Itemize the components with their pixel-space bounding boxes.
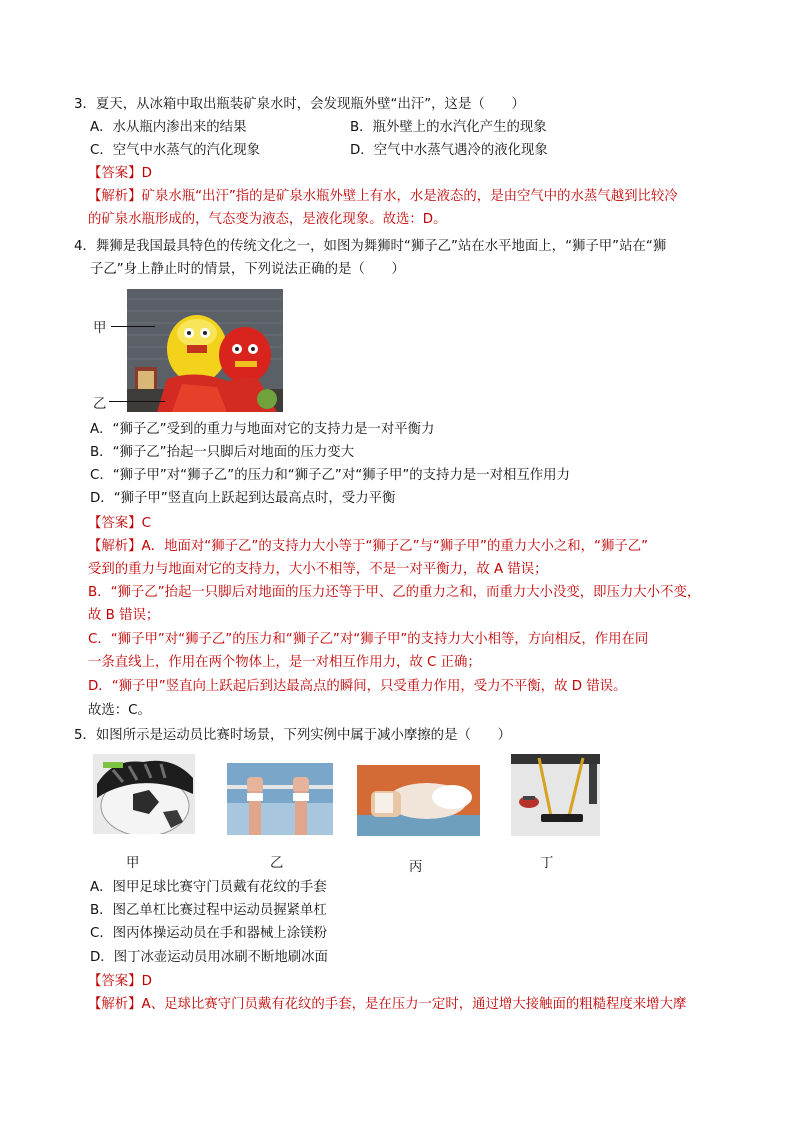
q5-option-d: D．图丁冰壶运动员用冰刷不断地刷冰面	[90, 950, 328, 965]
q5-analysis-line-1: 【解析】A、足球比赛守门员戴有花纹的手套，是在压力一定时，通过增大接触面的粗糙程度来增大摩	[88, 997, 687, 1012]
q4-answer	[88, 515, 151, 533]
caption-ding: 丁	[540, 856, 554, 871]
q4-option-b: B．“狮子乙”抬起一只脚后对地面的压力变大	[90, 445, 355, 460]
q3-analysis-line-1: 【解析】矿泉水瓶“出汗”指的是矿泉水瓶外壁上有水，水是液态的，是由空气中的水蒸气越到比较冷	[88, 189, 678, 204]
lion-dance-illustration	[127, 289, 283, 412]
q4-option-a: A．“狮子乙”受到的重力与地面对它的支持力是一对平衡力	[90, 422, 435, 437]
q4-analysis-line-6: 一条直线上，作用在两个物体上，是一对相互作用力，故 C 正确；	[88, 655, 481, 670]
q4-option-c: C．“狮子甲”对“狮子乙”的压力和“狮子乙”对“狮子甲”的支持力是一对相互作用力	[90, 468, 570, 483]
answer-value: D	[141, 166, 152, 181]
q4-option-d: D．“狮子甲”竖直向上跃起到达最高点时，受力平衡	[90, 491, 396, 506]
photo-bing-chalk-hands	[357, 765, 480, 836]
caption-jia: 甲	[126, 856, 140, 871]
q5-option-c: C．图丙体操运动员在手和器械上涂镁粉	[90, 926, 327, 941]
q4-analysis-line-2: 受到的重力与地面对它的支持力，大小不相等，不是一对平衡力，故 A 错误；	[88, 562, 548, 577]
chalk-hands-illustration	[357, 765, 480, 836]
caption-bing: 丙	[409, 860, 423, 875]
q4-analysis-line-4: 故 B 错误；	[88, 608, 160, 623]
q3-answer	[88, 165, 152, 183]
q5-option-b: B．图乙单杠比赛过程中运动员握紧单杠	[90, 903, 327, 918]
q4-stem-line-1: 4．舞狮是我国最具特色的传统文化之一，如图为舞狮时“狮子乙”站在水平地面上，“狮子甲”站在“狮	[74, 239, 667, 254]
q3-option-c: C．空气中水蒸气的汽化现象	[90, 143, 261, 158]
label-jia: 甲	[93, 321, 107, 336]
answer-value: C	[141, 516, 151, 531]
q4-stem-line-2: 子乙”身上静止时的情景，下列说法正确的是（ ）	[90, 262, 405, 277]
leader-line-yi	[109, 401, 165, 402]
photo-yi-horizontal-bar	[227, 763, 333, 835]
horizontal-bar-illustration	[227, 763, 333, 835]
q3-option-b: B．瓶外壁上的水汽化产生的现象	[350, 120, 547, 135]
q3-option-d: D．空气中水蒸气遇冷的液化现象	[350, 143, 548, 158]
leader-line-jia	[111, 326, 155, 327]
answer-label: 【答案】	[88, 516, 142, 531]
q4-analysis-line-1: 【解析】A．地面对“狮子乙”的支持力大小等于“狮子乙”与“狮子甲”的重力大小之和，“狮子乙”	[88, 539, 649, 554]
q4-analysis-line-3: B．“狮子乙”抬起一只脚后对地面的压力还等于甲、乙的重力之和，而重力大小没变，即压力大小不变，	[88, 585, 701, 600]
answer-label: 【答案】	[88, 974, 142, 989]
goalkeeper-glove-illustration	[93, 754, 195, 834]
photo-ding-curling	[511, 754, 600, 836]
caption-yi: 乙	[270, 856, 284, 871]
q3-analysis-line-2: 的矿泉水瓶形成的，气态变为液态，是液化现象。故选：D。	[88, 212, 447, 227]
q4-conclusion: 故选：C。	[88, 703, 151, 718]
q5-stem: 5．如图所示是运动员比赛时场景，下列实例中属于减小摩擦的是（ ）	[74, 728, 512, 743]
label-yi: 乙	[93, 397, 107, 412]
q5-answer	[88, 973, 152, 991]
q5-option-a: A．图甲足球比赛守门员戴有花纹的手套	[90, 880, 327, 895]
curling-illustration	[511, 754, 600, 836]
q4-analysis-line-5: C．“狮子甲”对“狮子乙”的压力和“狮子乙”对“狮子甲”的支持力大小相等，方向相反，作用在同	[88, 632, 649, 647]
answer-label: 【答案】	[88, 166, 142, 181]
answer-value: D	[141, 974, 152, 989]
q3-option-a: A．水从瓶内渗出来的结果	[90, 120, 247, 135]
q3-stem: 3．夏天，从冰箱中取出瓶装矿泉水时，会发现瓶外壁“出汗”，这是（ ）	[74, 97, 525, 112]
photo-jia-goalkeeper-glove	[93, 754, 195, 834]
lion-dance-photo	[127, 289, 283, 412]
q4-analysis-line-7: D．“狮子甲”竖直向上跃起后到达最高点的瞬间，只受重力作用，受力不平衡，故 D 错误。	[88, 679, 627, 694]
